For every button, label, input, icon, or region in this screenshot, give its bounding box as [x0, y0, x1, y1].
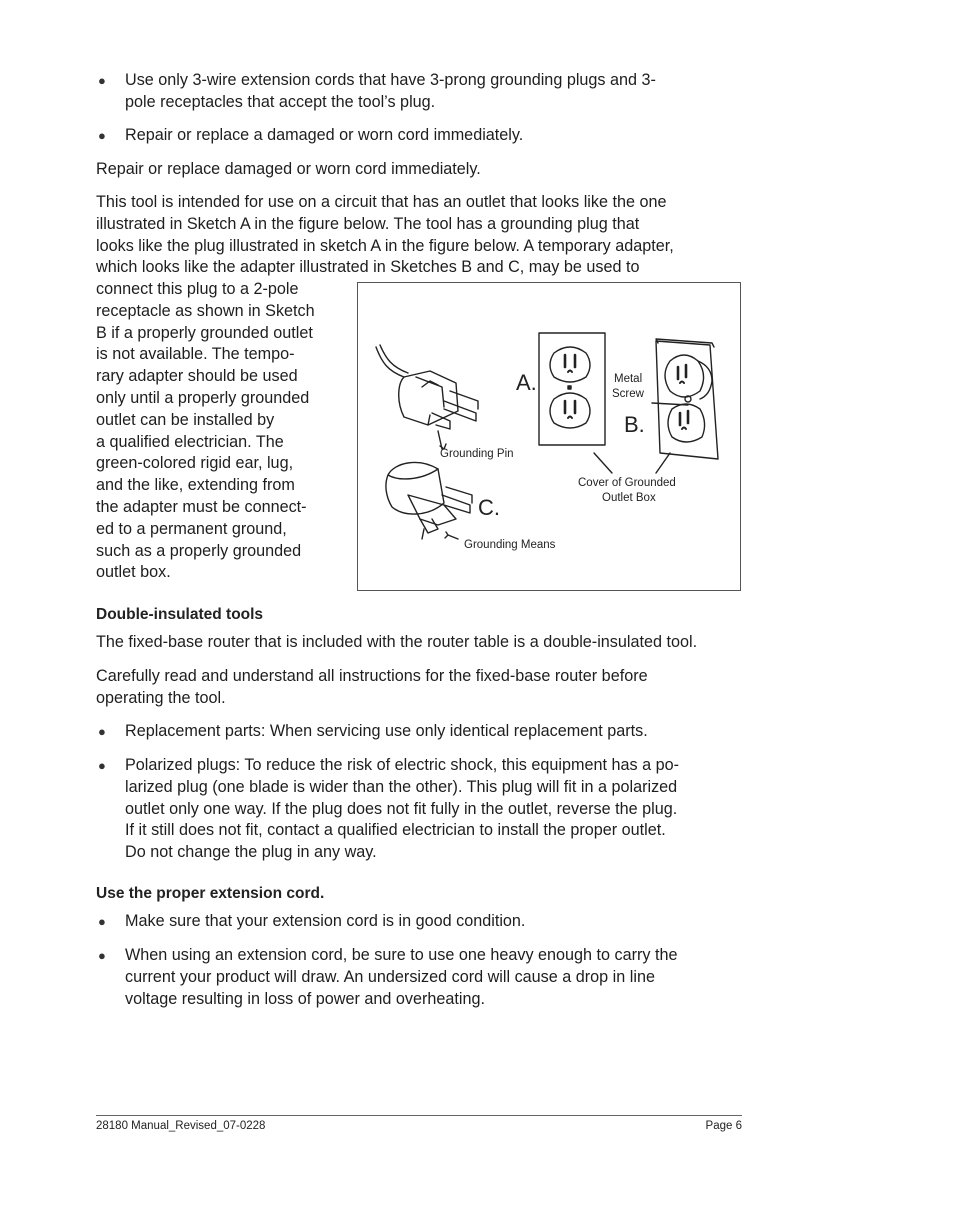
- text-line: current your product will draw. An undersized cord will cause a drop in line: [125, 967, 655, 986]
- outlet-b-drawing: [594, 339, 718, 473]
- text-line: larized plug (one blade is wider than the other). This plug will fit in a polarized: [125, 777, 678, 796]
- text-line: ed to a permanent ground,: [96, 519, 287, 538]
- text-line: only until a properly grounded: [96, 388, 310, 407]
- adapter-c-drawing: [386, 462, 472, 539]
- label-a: A.: [516, 370, 537, 395]
- text-line: a qualified electrician. The: [96, 432, 284, 451]
- metal-screw-label-line1: Metal: [614, 373, 643, 385]
- text-line: rary adapter should be used: [96, 367, 298, 386]
- grounding-illustration: [358, 283, 742, 592]
- text-line: green-colored rigid ear, lug,: [96, 454, 294, 473]
- text-line: connect this plug to a 2-pole: [96, 280, 299, 298]
- text-line: illustrated in Sketch A in the figure below. The tool has a grounding plug that: [96, 214, 640, 233]
- text-line: outlet can be installed by: [96, 410, 275, 429]
- paragraph-repair: Repair or replace damaged or worn cord immediately.: [96, 160, 481, 178]
- heading-extension-cord: Use the proper extension cord.: [96, 885, 325, 902]
- text-line: outlet only one way. If the plug does not fit fully in the outlet, reverse the plug.: [125, 799, 678, 818]
- bullet-dot: ●: [98, 948, 106, 963]
- paragraph-double-insulated: The fixed-base router that is included with the router table is a double-insulated tool.: [96, 633, 698, 651]
- text-line: Carefully read and understand all instructions for the fixed-base router before: [96, 667, 648, 685]
- text-line: is not available. The tempo-: [96, 345, 295, 364]
- text-line: Repair or replace a damaged or worn cord immediately.: [125, 126, 524, 144]
- heading-double-insulated: Double-insulated tools: [96, 606, 264, 623]
- cover-label-line2: Outlet Box: [602, 492, 656, 504]
- bullet-dot: ●: [98, 914, 106, 929]
- label-c: C.: [478, 495, 500, 520]
- grounding-pin-label: Grounding Pin: [440, 448, 514, 460]
- text-line: B if a properly grounded outlet: [96, 323, 313, 342]
- bullet-dot: ●: [98, 724, 106, 739]
- cover-label-line1: Cover of Grounded: [578, 477, 676, 489]
- text-line: which looks like the adapter illustrated in Sketches B and C, may be used to: [96, 258, 640, 277]
- text-line: voltage resulting in loss of power and overheating.: [125, 989, 485, 1008]
- text-line: Polarized plugs: To reduce the risk of electric shock, this equipment has a po-: [125, 756, 679, 774]
- footer-page-number: Page 6: [705, 1120, 742, 1132]
- bullet-dot: ●: [98, 758, 106, 773]
- text-line: When using an extension cord, be sure to use one heavy enough to carry the: [125, 946, 678, 964]
- text-line: Do not change the plug in any way.: [125, 843, 377, 862]
- text-line: such as a properly grounded: [96, 541, 302, 560]
- outlet-a-drawing: [539, 333, 605, 445]
- text-line: looks like the plug illustrated in sketch A in the figure below. A temporary adapter,: [96, 236, 674, 255]
- text-line: Use only 3-wire extension cords that have 3-prong grounding plugs and 3-: [125, 71, 656, 89]
- paragraph-intro: [96, 192, 742, 279]
- label-b: B.: [624, 412, 645, 437]
- text-line: outlet box.: [96, 563, 171, 582]
- grounding-means-label: Grounding Means: [464, 539, 556, 551]
- text-line: the adapter must be connect-: [96, 497, 307, 516]
- text-line: receptacle as shown in Sketch: [96, 301, 315, 320]
- paragraph-read-instructions: [96, 666, 742, 710]
- metal-screw-label-line2: Screw: [612, 388, 644, 400]
- footer-document-id: 28180 Manual_Revised_07-0228: [96, 1120, 266, 1132]
- text-line: If it still does not fit, contact a qualified electrician to install the proper outlet.: [125, 821, 666, 840]
- paragraph-wrap: [96, 279, 346, 584]
- text-line: pole receptacles that accept the tool’s plug.: [125, 92, 436, 111]
- grounded-plug-drawing: [376, 345, 478, 449]
- text-line: operating the tool.: [96, 688, 226, 707]
- text-line: Make sure that your extension cord is in good condition.: [125, 912, 526, 930]
- text-line: Replacement parts: When servicing use only identical replacement parts.: [125, 722, 648, 740]
- grounding-figure: [357, 282, 741, 591]
- text-line: and the like, extending from: [96, 476, 295, 495]
- footer-divider: [96, 1115, 742, 1116]
- bullet-dot: ●: [98, 73, 106, 88]
- bullet-dot: ●: [98, 128, 106, 143]
- text-line: This tool is intended for use on a circuit that has an outlet that looks like the one: [96, 193, 667, 211]
